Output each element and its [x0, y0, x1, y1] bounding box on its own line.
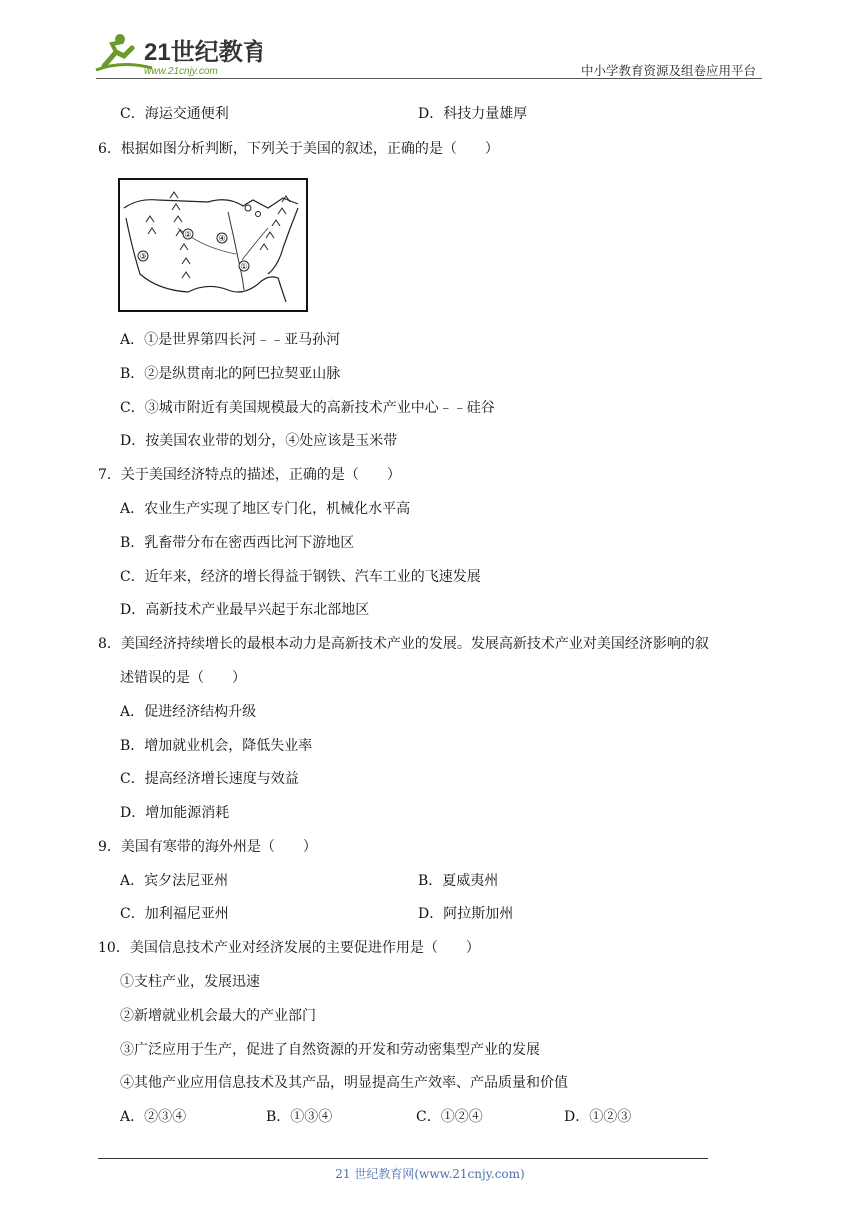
q8-option-a: A．促进经济结构升级 — [120, 704, 257, 720]
logo — [92, 30, 262, 80]
q7-option-b: B．乳畜带分布在密西西比河下游地区 — [120, 535, 355, 551]
platform-title: 中小学教育资源及组卷应用平台 — [580, 63, 756, 78]
q7-option-c: C．近年来，经济的增长得益于钢铁、汽车工业的飞速发展 — [120, 569, 481, 585]
q6-option-d: D．按美国农业带的划分，④处应该是玉米带 — [120, 433, 398, 449]
q9-stem: 9．美国有寒带的海外州是（ ） — [98, 839, 317, 855]
q10-item-2: ②新增就业机会最大的产业部门 — [120, 1008, 316, 1024]
q10-option-d: D．①②③ — [564, 1109, 632, 1125]
q10-option-b: B．①③④ — [266, 1109, 333, 1125]
q10-item-4: ④其他产业应用信息技术及其产品，明显提高生产效率、产品质量和价值 — [120, 1075, 568, 1091]
q10-option-a: A．②③④ — [120, 1109, 187, 1125]
q8-option-c: C．提高经济增长速度与效益 — [120, 771, 299, 787]
footer-divider — [98, 1158, 708, 1159]
q8-option-d: D．增加能源消耗 — [120, 805, 230, 821]
q10-option-c: C．①②④ — [416, 1109, 483, 1125]
q7-option-a: A．农业生产实现了地区专门化，机械化水平高 — [120, 501, 411, 517]
footer-link[interactable]: 21 世纪教育网(www.21cnjy.com) — [335, 1167, 525, 1181]
q7-stem: 7．关于美国经济特点的描述，正确的是（ ） — [98, 467, 401, 483]
q9-option-b: B．夏威夷州 — [418, 873, 499, 889]
q10-item-1: ①支柱产业，发展迅速 — [120, 974, 260, 990]
q9-option-d: D．阿拉斯加州 — [418, 906, 514, 922]
map-label-1: ① — [240, 262, 248, 271]
q8-stem-line2: 述错误的是（ ） — [120, 670, 246, 686]
q8-stem-line1: 8．美国经济持续增长的最根本动力是高新技术产业的发展。发展高新技术产业对美国经济影响的叙 — [98, 636, 709, 652]
q6-stem: 6．根据如图分析判断，下列关于美国的叙述，正确的是（ ） — [98, 141, 499, 157]
q7-option-d: D．高新技术产业最早兴起于东北部地区 — [120, 602, 370, 618]
q6-option-a: A．①是世界第四长河﹣﹣亚马孙河 — [120, 332, 341, 348]
logo-url: www.21cnjy.com — [144, 66, 218, 77]
usa-map-icon — [118, 178, 308, 312]
q10-item-3: ③广泛应用于生产，促进了自然资源的开发和劳动密集型产业的发展 — [120, 1042, 540, 1058]
map-label-3: ③ — [139, 252, 147, 261]
q6-option-b: B．②是纵贯南北的阿巴拉契亚山脉 — [120, 366, 341, 382]
header-divider — [96, 78, 762, 79]
q5-option-c: C．海运交通便利 — [120, 106, 229, 122]
runner-logo-icon — [92, 30, 262, 80]
map-label-4: ④ — [218, 234, 226, 243]
q8-option-b: B．增加就业机会，降低失业率 — [120, 738, 313, 754]
map-label-2: ② — [184, 230, 192, 239]
q5-option-d: D．科技力量雄厚 — [418, 106, 528, 122]
q6-option-c: C．③城市附近有美国规模最大的高新技术产业中心﹣﹣硅谷 — [120, 400, 495, 416]
usa-map-figure — [118, 178, 308, 312]
q10-stem: 10．美国信息技术产业对经济发展的主要促进作用是（ ） — [98, 940, 480, 956]
q9-option-a: A．宾夕法尼亚州 — [120, 873, 229, 889]
logo-text: 21世纪教育 — [144, 39, 262, 66]
q9-option-c: C．加利福尼亚州 — [120, 906, 229, 922]
